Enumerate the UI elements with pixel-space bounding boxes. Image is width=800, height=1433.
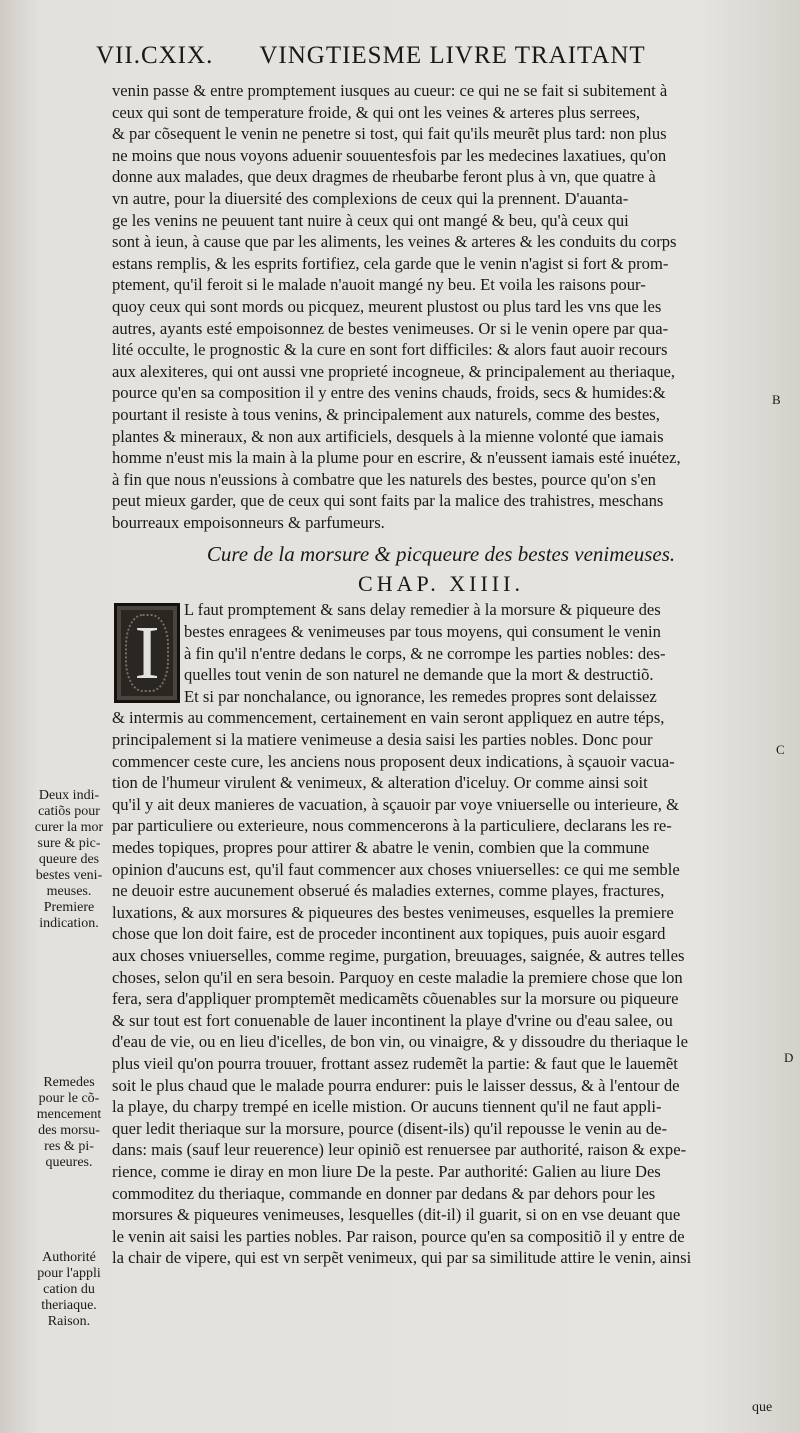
text-line: & par cõsequent le venin ne penetre si tost, qui fait qu'ils meurẽt plus tard: non plus [112, 124, 667, 144]
margin-note-line: Premiere [43, 900, 95, 915]
paragraph-1 [112, 80, 770, 533]
section-letter-d: D [784, 1050, 794, 1065]
running-head [96, 42, 776, 72]
text-line: pource qu'en sa composition il y entre des venins chauds, froids, secs & humides:& [112, 383, 666, 403]
margin-note-line: res & pi- [44, 1139, 94, 1154]
margin-note-line: curer la mor [34, 820, 104, 835]
margin-note-line: catiõs pour [38, 804, 100, 819]
text-line: soit le plus chaud que le malade pourra endurer: puis le laisser dessus, & à l'entour de [112, 1075, 680, 1095]
text-line: Et si par nonchalance, ou ignorance, les remedes propres sont delaissez [184, 686, 657, 706]
margin-note-remedes [26, 1075, 112, 1171]
margin-note-line: queure des [38, 852, 100, 867]
margin-note-line: Remedes [43, 1075, 95, 1090]
text-line: venin passe & entre promptement iusques au cueur: ce qui ne se fait si subitement à [112, 81, 668, 100]
margin-note-line: sure & pic- [37, 836, 101, 851]
text-line: quer ledit theriaque sur la morsure, pource (disent-ils) qu'il repousse le venin au de- [112, 1118, 668, 1138]
chapter-title: Cure de la morsure & picqueure des bestes venimeuses. [206, 542, 676, 567]
main-text [112, 80, 770, 1269]
text-line: luxations, & aux morsures & piqueures des bestes venimeuses, esquelles la premiere [112, 902, 674, 922]
text-line: la playe, du charpy trempé en icelle mistion. Or aucuns tiennent qu'il ne faut appli- [112, 1097, 662, 1117]
text-line: morsures & piqueures venimeuses, lesquelles (dit-il) il guarit, si on en vse deuant que [112, 1205, 681, 1225]
text-line: estans remplis, & les esprits fortifiez, cela garde que le venin n'agist si fort & prom- [112, 253, 669, 273]
text-line: quelles tout venin de son naturel ne demande que la mort & destructiõ. [184, 665, 654, 685]
text-line: fera, sera d'appliquer promptemẽt medicamẽts cõuenables sur la morsure ou piqueure [112, 989, 679, 1009]
margin-note-line: bestes veni- [35, 868, 103, 883]
margin-note-line: des morsu- [38, 1123, 100, 1138]
text-line: la chair de vipere, qui est vn serpẽt venimeux, qui par sa similitude attire le venin, ainsi [112, 1248, 692, 1268]
drop-cap: I [114, 603, 180, 703]
text-line: ne deuoir estre aucunement obserué és maladies externes, comme playes, fractures, [112, 881, 665, 901]
folio-number: VII.CXIX. [96, 42, 214, 69]
text-line: ceux qui sont de temperature froide, & qui ont les veines & arteres plus serrees, [112, 102, 641, 122]
paragraph-2 [112, 599, 770, 1268]
text-line: plantes & mineraux, & non aux artificiels, desquels à la mienne volonté que iamais [112, 426, 664, 446]
text-line: bourreaux empoisonneurs & parfumeurs. [112, 512, 385, 532]
text-line: opinion d'aucuns est, qu'il faut commencer aux choses vniuerselles: ce qui me semble [112, 859, 680, 879]
chapter-label: CHAP. XIIII. [358, 571, 524, 597]
margin-note-indications [26, 788, 112, 932]
text-line: choses, selon qu'il en sera besoin. Parquoy en ceste maladie la premiere chose que lon [112, 967, 683, 987]
text-line: le venin ait saisi les parties nobles. Par raison, pource qu'en sa compositiõ il y entre de [112, 1226, 685, 1246]
text-line: dans: mais (sauf leur reuerence) leur opiniõ est renuersee par authorité, raison & expe- [112, 1140, 687, 1160]
text-line: lité occulte, le prognostic & la cure en sont fort difficiles: & alors faut auoir recours [112, 340, 668, 360]
margin-note-line: pour l'appli [37, 1266, 101, 1281]
chapter-opening [112, 599, 770, 1268]
text-line: & sur tout est fort conuenable de lauer incontinent la playe d'vrine ou d'eau salee, ou [112, 1010, 673, 1030]
text-line: ge les venins ne peuuent tant nuire à ceux qui ont mangé & beu, qu'à ceux qui [112, 210, 629, 230]
margin-note-line: meuses. [46, 884, 92, 899]
text-line: autres, ayants esté empoisonnez de bestes venimeuses. Or si le venin opere par qua- [112, 318, 669, 338]
margin-note-line: Raison. [47, 1314, 91, 1329]
text-line: pourtant il resiste à tous venins, & principalement aux naturels, comme des bestes, [112, 404, 660, 424]
text-line: medes topiques, propres pour attirer & abatre le venin, combien que la commune [112, 838, 650, 857]
text-line: rience, comme ie diray en mon liure De la peste. Par authorité: Galien au liure Des [112, 1161, 661, 1181]
text-line: qu'il y ait deux manieres de vacuation, à sçauoir par voye vniuerselle ou interieure, & [112, 794, 679, 814]
margin-note-line: queures. [45, 1155, 93, 1170]
text-line: principalement si la matiere venimeuse a desia saisi les parties nobles. Donc pour [112, 730, 653, 750]
margin-note-line: pour le cõ- [38, 1091, 100, 1106]
text-line: plus vieil qu'on pourra trouuer, frottant assez rudemẽt la partie: & faut que le lauemẽt [112, 1053, 678, 1073]
text-line: donne aux malades, que deux dragmes de rheubarbe feront plus à vn, que quatre à [112, 167, 656, 187]
margin-note-line: Deux indi- [38, 788, 100, 803]
margin-note-authorite [26, 1250, 112, 1330]
text-line: aux choses vniuerselles, comme regime, purgation, breuuages, saignée, & autres telles [112, 945, 685, 965]
text-line: homme n'eust mis la main à la plume pour en escrire, & n'eussent iamais esté inuétez, [112, 448, 681, 468]
text-line: à fin que nous n'eussions à combatre que les naturels des bestes, pource qu'on s'en [112, 469, 656, 489]
text-line: ne moins que nous voyons aduenir souuentesfois par les medecines laxatiues, qu'on [112, 145, 667, 165]
margin-note-line: Authorité [42, 1250, 96, 1265]
text-line: aux alexiteres, qui ont aussi vne proprieté incogneue, & principalement au theriaque, [112, 361, 676, 381]
text-line: commencer ceste cure, les anciens nous proposent deux indications, à sçauoir vacua- [112, 751, 675, 771]
running-title: VINGTIESME LIVRE TRAITANT [259, 42, 646, 69]
margin-note-line: mencement [36, 1107, 102, 1122]
text-line: vn autre, pour la diuersité des complexions de ceux qui la prennent. D'auanta- [112, 188, 629, 208]
text-line: bestes enragees & venimeuses par tous moyens, qui consument le venin [184, 622, 661, 642]
text-line: peut mieux garder, que de ceux qui sont faits par la malice des trahistres, meschans [112, 491, 664, 511]
text-line: à fin qu'il n'entre dedans le corps, & ne corrompe les parties nobles: des- [184, 643, 666, 663]
text-line: d'eau de vie, ou en lieu d'icelles, de bon vin, ou vinaigre, & y dissoudre du theriaque le [112, 1032, 689, 1052]
section-letter-b: B [772, 392, 781, 407]
text-line: quoy ceux qui sont mords ou picquez, meurent plustost ou plus tard les vns que les [112, 296, 662, 316]
margin-note-line: indication. [39, 916, 99, 931]
catchword: que [752, 1400, 773, 1415]
text-line: chose que lon doit faire, est de proceder incontinent aux topiques, puis auoir esgard [112, 924, 666, 944]
text-line: L faut promptement & sans delay remedier à la morsure & piqueure des [184, 600, 661, 620]
margin-note-line: cation du [43, 1282, 95, 1297]
text-line: commoditez du theriaque, commande en donner par dedans & par dehors pour les [112, 1183, 656, 1203]
text-line: tion de l'humeur virulent & venimeux, & alteration d'iceluy. Or comme ainsi soit [112, 773, 648, 793]
text-line: & intermis au commencement, certainement en vain seront appliquez en autre téps, [112, 708, 665, 728]
text-line: sont à ieun, à cause que par les aliments, les veines & arteres & les conduits du corps [112, 232, 677, 252]
text-line: par particuliere ou exterieure, nous commencerons à la particuliere, declarans les re- [112, 816, 672, 836]
margin-note-line: theriaque. [41, 1298, 97, 1313]
text-line: ptement, qu'il feroit si le malade n'auoit mangé ny beu. Et voila les raisons pour- [112, 275, 646, 295]
section-letter-c: C [776, 742, 785, 757]
